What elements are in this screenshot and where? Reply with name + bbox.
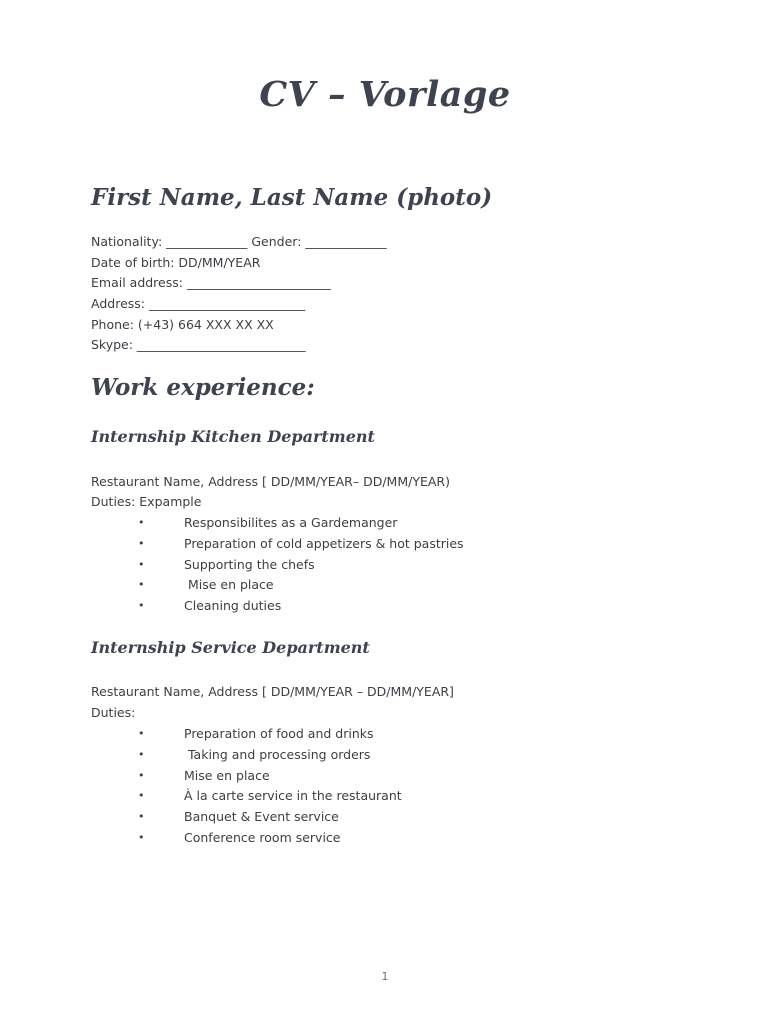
bullet-text: À la carte service in the restaurant — [184, 788, 402, 804]
kitchen-restaurant-line: Restaurant Name, Address [ DD/MM/YEAR– DD/MM/YEAR) — [91, 474, 450, 489]
bullet-icon: • — [138, 516, 145, 529]
bullet-icon: • — [138, 830, 145, 844]
bullet-icon: • — [138, 578, 145, 592]
phone-line: Phone: (+43) 664 XXX XX XX — [91, 317, 274, 332]
service-restaurant-line: Restaurant Name, Address [ DD/MM/YEAR – DD/MM/YEAR] — [91, 684, 454, 699]
service-duties-line: Duties: — [91, 705, 136, 720]
bullet-text: Responsibilites as a Gardemanger — [184, 515, 398, 530]
email-line: Email address: _______________________ — [91, 275, 331, 290]
bullet-text: Taking and processing orders — [184, 746, 371, 762]
bullet-icon: • — [138, 768, 145, 782]
bullet-icon: • — [138, 789, 145, 803]
bullet-icon: • — [138, 557, 145, 571]
nationality-gender-line: Nationality: _____________ Gender: _____________ — [91, 234, 387, 249]
page-number: 1 — [381, 970, 389, 983]
date-of-birth-line: Date of birth: DD/MM/YEAR — [91, 255, 261, 270]
bullet-icon: • — [138, 810, 145, 824]
bullet-icon: • — [138, 747, 145, 761]
kitchen-internship-heading: Internship Kitchen Department — [91, 427, 375, 446]
bullet-text: Banquet & Event service — [184, 809, 339, 825]
bullet-icon: • — [138, 727, 145, 740]
bullet-text: Supporting the chefs — [184, 556, 315, 572]
bullet-text: Cleaning duties — [184, 598, 282, 614]
bullet-icon: • — [138, 599, 145, 613]
bullet-icon: • — [138, 536, 145, 550]
bullet-text: Preparation of food and drinks — [184, 726, 374, 741]
work-experience-heading: Work experience: — [91, 374, 315, 401]
document-title: CV – Vorlage — [259, 74, 511, 115]
service-internship-heading: Internship Service Department — [91, 638, 370, 657]
name-heading: First Name, Last Name (photo) — [91, 184, 493, 211]
bullet-text: Mise en place — [184, 577, 274, 593]
skype-line: Skype: ___________________________ — [91, 337, 306, 352]
bullet-text: Mise en place — [184, 767, 270, 783]
kitchen-duties-line: Duties: Expample — [91, 494, 202, 509]
bullet-text: Preparation of cold appetizers & hot pastries — [184, 535, 464, 551]
bullet-text: Conference room service — [184, 829, 341, 845]
address-line: Address: _________________________ — [91, 296, 306, 311]
